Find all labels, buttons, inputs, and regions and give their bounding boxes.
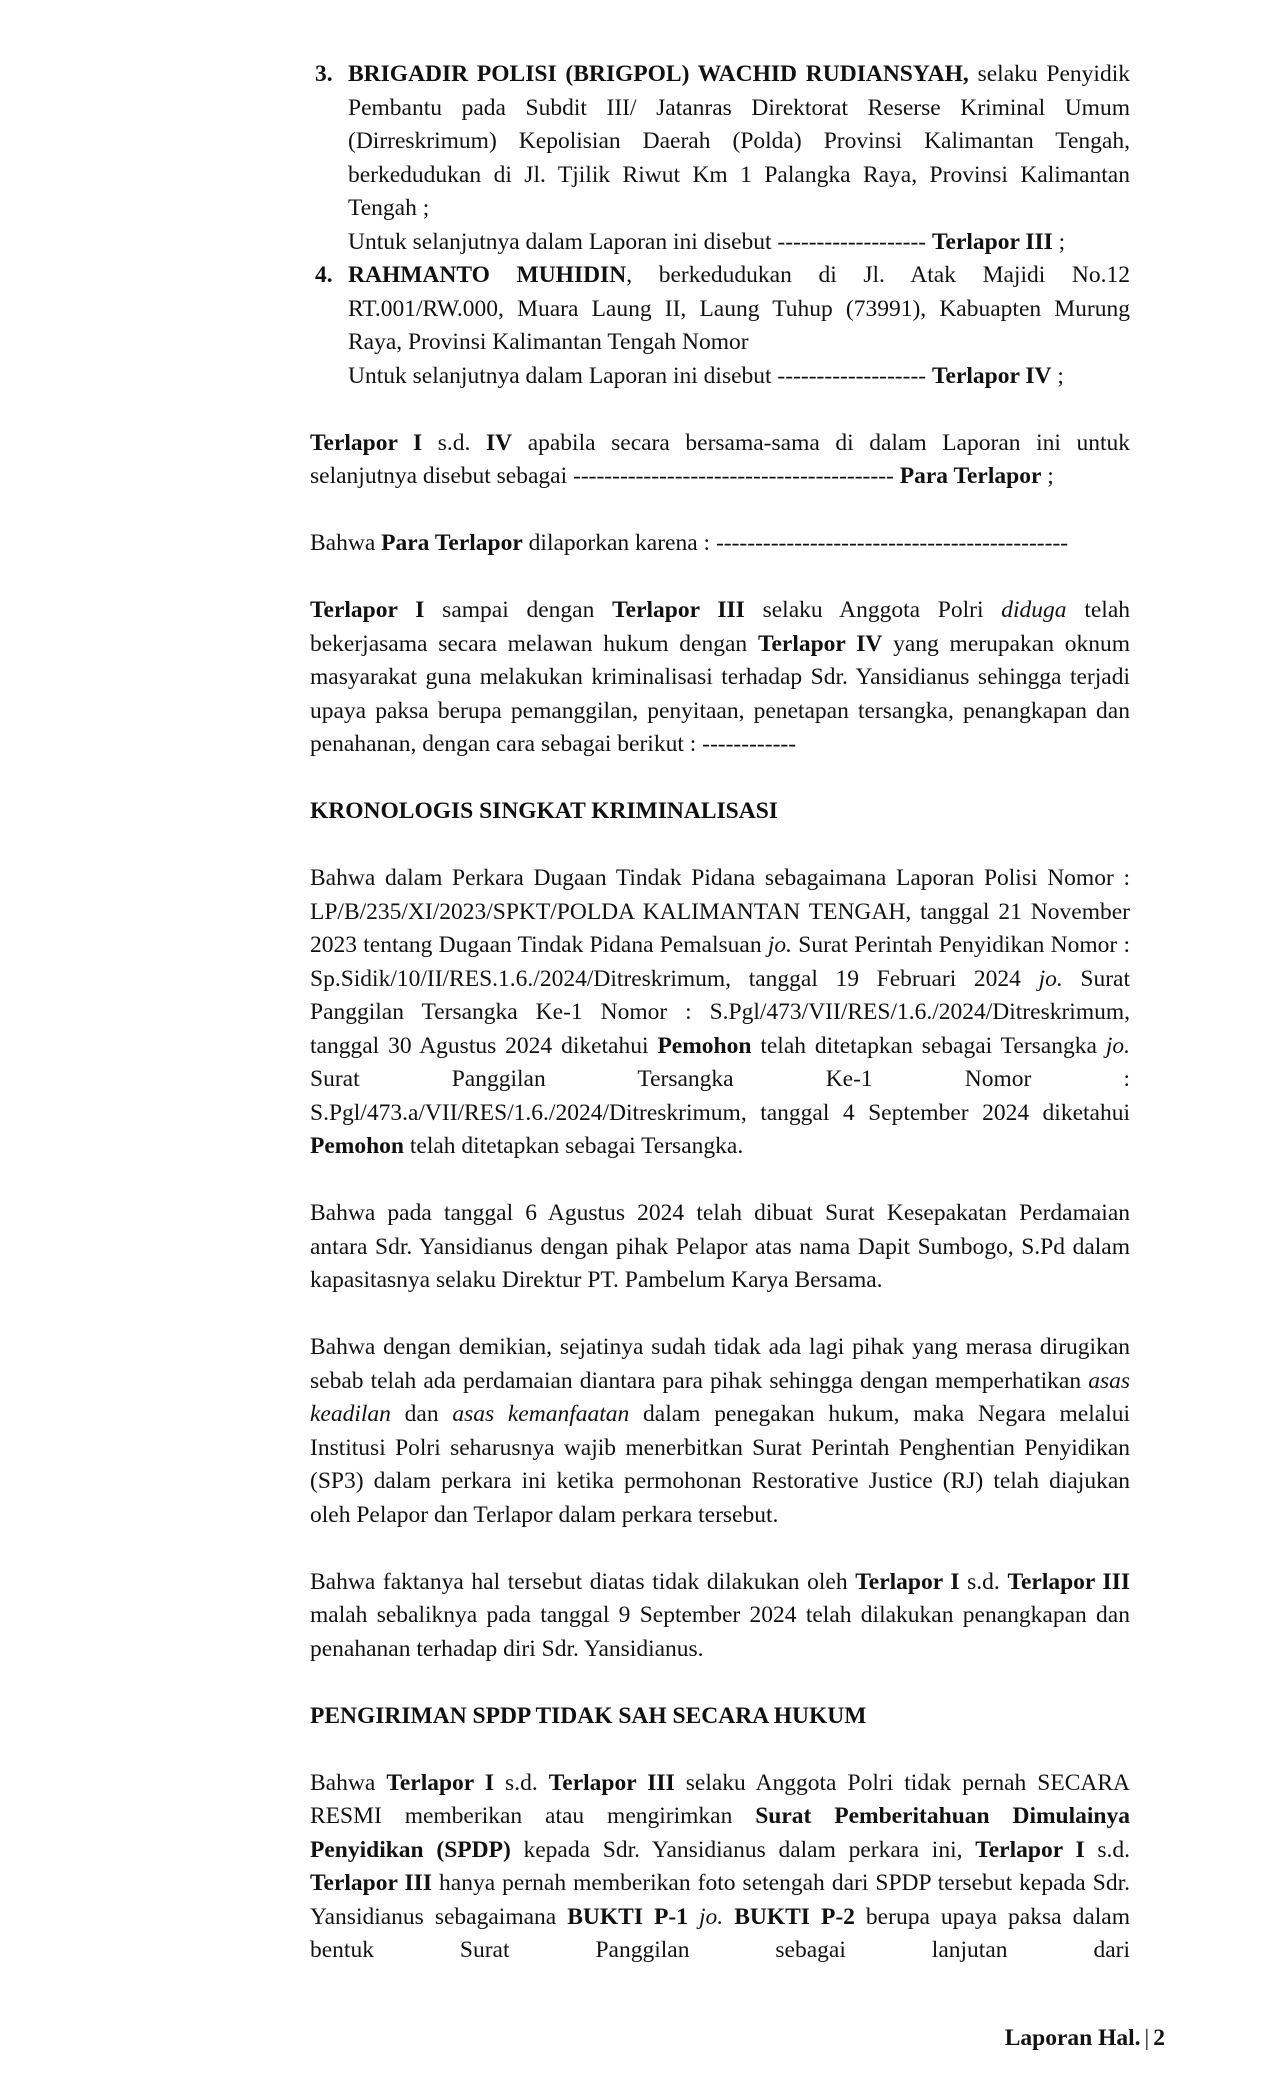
- text: yang merupakan oknum masyarakat guna melakukan kriminalisasi terhadap Sdr. Yansidianus sehingga terjadi upaya paksa berupa pemanggilan, penyitaan, penetapan tersangka, penangkapan dan penahanan, dengan cara sebagai berikut : ------------: [310, 630, 1130, 757]
- text: Surat Panggilan Tersangka Ke-1 Nomor : S.Pgl/473/VII/RES/1.6./2024/Ditreskrimum, tanggal 30 Agustus 2024 diketahui: [310, 965, 1131, 1059]
- bold-text: Pemohon: [657, 1032, 752, 1059]
- text: s.d.: [959, 1568, 1008, 1595]
- page-number: 2: [1153, 2025, 1165, 2051]
- text: Bahwa: [310, 530, 382, 556]
- text: berupa upaya paksa dalam bentuk Surat Panggilan sebagai lanjutan dari: [310, 1903, 1130, 1963]
- paragraph-dilaporkan: [310, 527, 1130, 561]
- bold-text: Terlapor I: [386, 1769, 494, 1796]
- bold-text: Para Terlapor: [381, 530, 523, 556]
- bold-text: Para Terlapor: [899, 463, 1042, 489]
- reference-text: Untuk selanjutnya dalam Laporan ini disebut -------------------: [348, 228, 927, 255]
- reference-suffix: ;: [1052, 228, 1066, 255]
- bold-text: Terlapor IV: [757, 630, 883, 657]
- text: Surat Panggilan Tersangka Ke-1 Nomor : S.Pgl/473.a/VII/RES/1.6./2024/Ditreskrimum, tanggal 4 September 2024 diketahui: [310, 1066, 1130, 1126]
- text: ;: [1041, 463, 1054, 489]
- terlapor-name: BRIGADIR POLISI (BRIGPOL) WACHID RUDIANSYAH,: [348, 61, 969, 87]
- text: [688, 1904, 699, 1930]
- bold-text: Terlapor III: [548, 1769, 675, 1796]
- italic-text: diduga: [1001, 597, 1067, 623]
- text: sampai dengan: [424, 597, 613, 623]
- bold-text: BUKTI P-1: [567, 1903, 688, 1930]
- text: Bahwa: [310, 1769, 387, 1796]
- bold-text: Terlapor I: [855, 1568, 960, 1595]
- italic-text: asas kemanfaatan: [452, 1401, 630, 1427]
- text: dan: [390, 1401, 453, 1427]
- italic-text: jo.: [1038, 965, 1063, 992]
- document-body: [310, 58, 1130, 1968]
- paragraph-perdamaian: Bahwa pada tanggal 6 Agustus 2024 telah dibuat Surat Kesepakatan Perdamaian antara Sdr. Yansidianus dengan pihak Pelapor atas nama Dapit Sumbogo, S.Pd dalam kapasitasnya selaku Direktur PT. Pambelum Karya Bersama.: [310, 1200, 1130, 1293]
- list-number: 3.: [315, 61, 333, 87]
- bold-text: IV: [486, 429, 513, 456]
- text: kepada Sdr. Yansidianus dalam perkara ini,: [510, 1836, 976, 1863]
- text: dalam penegakan hukum, maka Negara melalui Institusi Polri seharusnya wajib menerbitkan Surat Perintah Penghentian Penyidikan (SP3) dalam perkara ini ketika permohonan Restorative Justice (RJ) telah diajukan oleh Pelapor dan Terlapor dalam perkara tersebut.: [310, 1401, 1130, 1528]
- text: [723, 1904, 734, 1930]
- text: s.d.: [494, 1769, 549, 1796]
- reference-text: Untuk selanjutnya dalam Laporan ini disebut -------------------: [348, 362, 927, 389]
- bold-text: Terlapor III: [310, 1870, 432, 1896]
- text: telah bekerjasama secara melawan hukum dengan: [310, 597, 1130, 657]
- reference-label: Terlapor III: [932, 228, 1053, 255]
- reference-suffix: ;: [1051, 362, 1064, 389]
- paragraph-diduga: [310, 594, 1130, 762]
- text: Bahwa dengan demikian, sejatinya sudah tidak ada lagi pihak yang merasa dirugikan sebab telah ada perdamaian diantara para pihak sehingga dengan memperhatikan: [310, 1334, 1130, 1394]
- text: Surat Perintah Penyidikan Nomor : Sp.Sidik/10/II/RES.1.6./2024/Ditreskrimum, tanggal 19 Februari 2024: [310, 932, 1131, 992]
- paragraph-spdp: [310, 1767, 1130, 1968]
- list-item-terlapor-3: [310, 58, 1130, 259]
- bold-text: Pemohon: [310, 1133, 404, 1159]
- text: telah ditetapkan sebagai Tersangka: [751, 1032, 1106, 1059]
- bold-text: Surat Pemberitahuan Dimulainya Penyidikan (SPDP): [310, 1803, 1130, 1863]
- bold-text: Terlapor I: [310, 597, 425, 623]
- paragraph-para-terlapor: [310, 427, 1130, 494]
- bold-text: Terlapor I: [310, 429, 423, 456]
- text: telah ditetapkan sebagai Tersangka.: [404, 1133, 744, 1159]
- terlapor-description: , berkedudukan di Jl. Atak Majidi No.12 RT.001/RW.000, Muara Laung II, Laung Tuhup (73991), Kabuapten Murung Raya, Provinsi Kalimantan Tengah Nomor: [348, 262, 1130, 355]
- section-heading-spdp: PENGIRIMAN SPDP TIDAK SAH SECARA HUKUM: [310, 1702, 867, 1729]
- footer-separator: |: [1144, 2025, 1150, 2051]
- list-item-terlapor-4: [310, 259, 1130, 393]
- italic-text: jo.: [699, 1903, 724, 1930]
- text: hanya pernah memberikan foto setengah dari SPDP tersebut kepada Sdr. Yansidianus sebagaimana: [310, 1870, 1130, 1930]
- text: selaku Anggota Polri tidak pernah SECARA RESMI memberikan atau mengirimkan: [310, 1769, 1131, 1829]
- bold-text: Terlapor III: [612, 597, 745, 623]
- text: Bahwa faktanya hal tersebut diatas tidak dilakukan oleh: [310, 1568, 856, 1595]
- reference-label: Terlapor IV: [932, 362, 1052, 389]
- section-heading-kronologis: KRONOLOGIS SINGKAT KRIMINALISASI: [310, 798, 778, 824]
- text: s.d.: [422, 429, 486, 456]
- paragraph-faktanya: [310, 1566, 1130, 1667]
- terlapor-description: selaku Penyidik Pembantu pada Subdit III/ Jatanras Direktorat Reserse Kriminal Umum (Dirreskrimum) Kepolisian Daerah (Polda) Provinsi Kalimantan Tengah, berkedudukan di Jl. Tjilik Riwut Km 1 Palangka Raya, Provinsi Kalimantan Tengah ;: [348, 61, 1130, 221]
- text: malah sebaliknya pada tanggal 9 September 2024 telah dilakukan penangkapan dan penahanan terhadap diri Sdr. Yansidianus.: [310, 1602, 1130, 1662]
- text: apabila secara bersama-sama di dalam Laporan ini untuk selanjutnya disebut sebagai -----------------------------------------: [310, 429, 1130, 489]
- bold-text: Terlapor I: [975, 1836, 1085, 1863]
- paragraph-kronologi: [310, 862, 1130, 1164]
- italic-text: asas keadilan: [310, 1367, 1130, 1427]
- page-footer: [1005, 2022, 1165, 2056]
- terlapor-name: RAHMANTO MUHIDIN: [348, 262, 627, 288]
- bold-text: Terlapor III: [1007, 1568, 1130, 1595]
- paragraph-demikian: [310, 1331, 1130, 1532]
- footer-label: Laporan Hal.: [1004, 2025, 1141, 2051]
- italic-text: jo.: [1105, 1032, 1130, 1059]
- list-number: 4.: [315, 262, 333, 288]
- bold-text: BUKTI P-2: [734, 1903, 855, 1930]
- text: selaku Anggota Polri: [744, 597, 1002, 623]
- text: Bahwa dalam Perkara Dugaan Tindak Pidana sebagaimana Laporan Polisi Nomor : LP/B/235/XI/2023/SPKT/POLDA KALIMANTAN TENGAH, tanggal 21 November 2023 tentang Dugaan Tindak Pidana Pemalsuan: [310, 865, 1130, 958]
- italic-text: jo.: [767, 932, 792, 958]
- text: s.d.: [1084, 1836, 1130, 1863]
- text: dilaporkan karena : ---------------------------------------------: [522, 530, 1069, 556]
